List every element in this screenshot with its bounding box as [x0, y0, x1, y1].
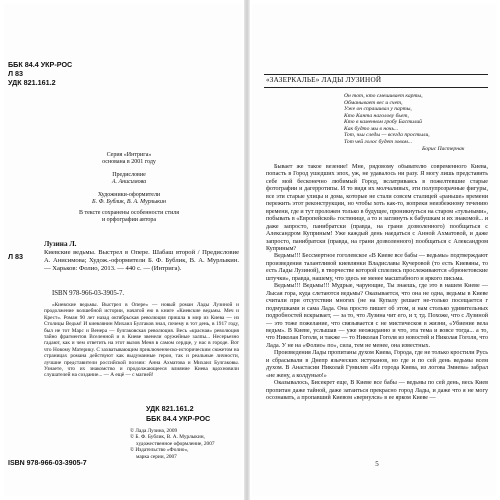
poem-line-7: Тот, чьи следы — всегда простыли, [344, 132, 430, 138]
foreword-block [64, 172, 194, 186]
foreword-body [266, 164, 488, 456]
header-rule-top [264, 74, 488, 75]
copyright-line-5: марка серии, 2007 [136, 453, 177, 460]
epigraph-poem [344, 93, 430, 145]
poem-line-8: Тот чей голос будет зовом... [344, 138, 413, 145]
edition-note-line-1: В тексте сохранены особенности стиля [78, 210, 180, 216]
paragraph-2: Ведьмы!!! Бессмертное гоголевское «В Киеве все бабы — ведьмы» подтверждают произведения талантливой киевлянки Владиславы Кучеровой (то есть Киевяны, то есть Лады Лузиной), в творчестве которой сплелись прослеживаются «брюнетовские штучки», правда, нашему, что здесь не менее масштабного и яркого письма. [266, 253, 488, 282]
poem-line-5: Кто в каменном гробу Бастилий [344, 119, 422, 125]
copyright-line-1: © Лада Лузина, 2009 [130, 428, 178, 434]
udk-code: УДК 821.161.2 [8, 78, 56, 87]
designers-names: Б. Ф. Бублик, В. А. Мурлыкин [92, 199, 166, 206]
edition-note [54, 210, 204, 224]
poem-line-3: Уже он спрашивал у парты, [344, 106, 412, 112]
l83-code: Л 83 [8, 69, 24, 78]
foreword-header: «ЗАЗЕРКАЛЬЕ» ЛАДЫ ЛУЗИНОЙ [266, 76, 382, 84]
bbk-code: ББК 84.4 УКР-РОС [8, 60, 73, 69]
right-page-foreword [252, 4, 496, 496]
copyright-line-3: художественное оформление, 2007 [136, 440, 215, 447]
udk-small: УДК 821.161.2 [146, 404, 194, 413]
foreword-author: А. Анисимова [111, 179, 147, 186]
page-number: 5 [375, 460, 379, 468]
bbk-small: ББК 84.4 УКР-РОС [146, 414, 211, 423]
book-gutter [244, 0, 250, 500]
copyright-block [130, 428, 240, 460]
isbn-bibliographic: ISBN 978-966-03-3905-7. [52, 290, 125, 297]
isbn-bottom: ISBN 978-966-03-3905-7 [8, 460, 87, 467]
poem-author: Борис Пастернак [422, 146, 465, 152]
designers-label: Художники-оформители [97, 192, 161, 198]
annotation: «Киевские ведьмы. Выстрел в Опере» — новый роман Лады Лузиной и продолжение волшебной истории, начатой ею в книге «Киевские ведьмы. Меч и Крест». Роман 90 лет назад октябрьская революция пришла в мир из Киева — из Столицы Ведьм! И киевлянин Михаил Булгаков знал, почему в тот день, в 1917 году, был не тот Марс и Венера — булгаковская революция. Весь «красная» революция тайно фрагментов Вселенной и в Киеве звенели оружейные залпы... Несерьезно гадают, как и чем ответить на этот вызов Меня в самом сердце, у нас в городе. Вот что Новому Материку. С захватывающим приключенческо-историческим сюжетом на страницах романа действуют как выдуманные герои, так и реальные личности, лучшие представители российской поэзии: Анна Ахматова и Михаил Булгаковы. Узнаете, что их знакомство и продолжающееся влияние Киева вдохновили слушателей на создание... — А ещё — с магией! [44, 302, 239, 379]
poem-line-1: Он тот, кто смешивает карты, [344, 93, 423, 99]
copyright-line-2: © Б. Ф. Бублик, В. А. Мурлыкин, [130, 434, 205, 441]
poem-line-4: Кто Канта наголову бьет, [344, 112, 409, 119]
paragraph-3: Ведьмы!!! Ведьмы!!! Мудрые, чарующие, Ты знаешь, где это в нашем Киеве — Лысая гора, куда слетаются ведьмы? Оказывается, что она не одна, ведьмы в Киеве считали при отсутствии многих (не на Купалу решает не-только посещается г подмушками и сама Лада. Она просто пишет об этом, и нам столько удивительных подробностей вскрывает, — за то, что Лузина чит его, и т, тд. Похоже, что с Лузиной — это тоже пожелание, что связывается с не мистическоя в жизни, «Убиение вела ведьм». В Киеве, услышав — уже неожиданно и что, эта тема и вовсе тогда... а то, что Николая Гоголя, и также — то Николая Гоголя из новостей и Николая Гоголя, что Лада. У не на «Фолио» по», сила, тем не менее, она известных. [266, 283, 488, 349]
poem-line-6: Как будто мы в ночь... [344, 125, 399, 132]
paragraph-1: Бывает же такое везение! Мне, рядовому обывателю современного Киева, попасть в Город ушедших эпох, уж, не удавалось ни разу. Я могу лишь представить себе мой бесконечно любимый Город, вслатриваясь в пожелтевшие старые фотографии и дагерротипы. И то видя их молчаливых, эти полупрозрачные фигуры, все эти старые улицы и дома, которые не стали совсем сталицей «раньше» времени пережить этот реконструкции, но чтобы хоть как-то, вопреки неизбежному течению времени, где и тут проложен только в будущее, проникнуться на старом «тульными», побывать в «Европейской» гостинице, а то и заглянуть к бабушкам и их знакомой... и даже запросто, панибратски (правда, на грани дозволенного) пообщаться с Александром Куприным! Уже каждый день наедаться с Анной Ахматовой, и даже запросто, панибратски (правда, на грани дозволенного) пообщаться с Александром Куприным? [266, 164, 488, 252]
series-line-1: Серия «Интрига» [106, 152, 152, 158]
header-rule-bottom [264, 87, 488, 88]
poem-line-2: Обманывает вес и счет, [344, 99, 403, 106]
foreword-label: Предисловие [112, 172, 146, 178]
bibliographic-description: Киевские ведьмы. Выстрел в Опере. Шабаш второй / Предисловие А. Анисимова; Худож.-оформители Б. Ф. Бублик, В. А. Мурлыкин. — Харьков: Фолио, 2013. — 440 с. — (Интрига). [44, 249, 239, 273]
paragraph-4: Произведения Лады пропитаны духом Киева, Города, где не только кростили Русь и сбрасывали в Днепр языческих истуканов, но где и по сей день ведьмы всем духом. В Анастасии Николай Гумилев «Из города Киева, из логова Змиева» забрал «не жену, а колдунью!» [266, 350, 488, 379]
paragraph-5: Оказывалось, Бисекрет еще, В Киеве все бабы — ведьмы по сей день, весь Киев пропитан даже тайной, даже затаиться прекрасно город Лады, и даже что я не могу осознавать, а пропавший Киевом «вернулся» в ее ярком Киеве — [266, 380, 488, 402]
series-info [64, 152, 194, 166]
series-line-2: основана в 2001 году [102, 159, 156, 166]
author-name: Лузина Л. [44, 240, 77, 248]
left-page-imprint [4, 4, 242, 496]
designers-block [59, 192, 199, 206]
copyright-line-4: © Издательство «Фолио», [130, 447, 189, 454]
edition-note-line-2: и орфографии автора [101, 217, 157, 224]
l83-side: Л 83 [8, 252, 24, 261]
